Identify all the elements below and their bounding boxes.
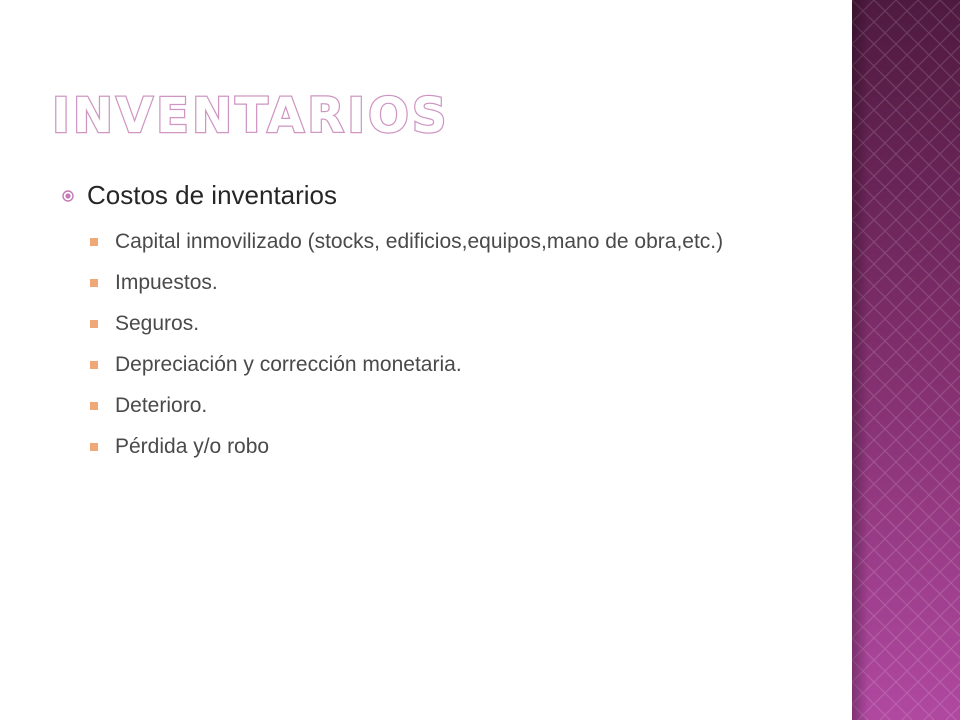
sub-bullet-item <box>90 268 790 297</box>
sub-bullet-item <box>90 350 790 379</box>
square-bullet-icon <box>90 402 98 410</box>
sub-bullet-item <box>90 391 790 420</box>
sub-bullet-text: Deterioro. <box>115 394 208 417</box>
sub-bullet-text: Capital inmovilizado (stocks, edificios,equipos,mano de obra,etc.) <box>115 230 724 253</box>
sub-bullet-text: Seguros. <box>115 312 200 335</box>
square-bullet-icon <box>90 320 98 328</box>
sub-bullet-text: Impuestos. <box>115 271 218 294</box>
decorative-side-band <box>852 0 960 720</box>
sub-bullet-list <box>90 227 790 473</box>
slide-title: INVENTARIOS <box>52 88 450 144</box>
square-bullet-icon <box>90 279 98 287</box>
square-bullet-icon <box>90 361 98 369</box>
square-bullet-icon <box>90 238 98 246</box>
circled-dot-bullet-icon <box>62 190 74 202</box>
sub-bullet-item <box>90 227 790 256</box>
sub-bullet-item <box>90 309 790 338</box>
main-bullet-item <box>62 180 337 211</box>
square-bullet-icon <box>90 443 98 451</box>
sub-bullet-text: Pérdida y/o robo <box>115 435 270 458</box>
diamond-pattern-band <box>852 0 960 720</box>
main-bullet-text: Costos de inventarios <box>87 180 338 210</box>
sub-bullet-item <box>90 432 790 461</box>
sub-bullet-text: Depreciación y corrección monetaria. <box>115 353 462 376</box>
